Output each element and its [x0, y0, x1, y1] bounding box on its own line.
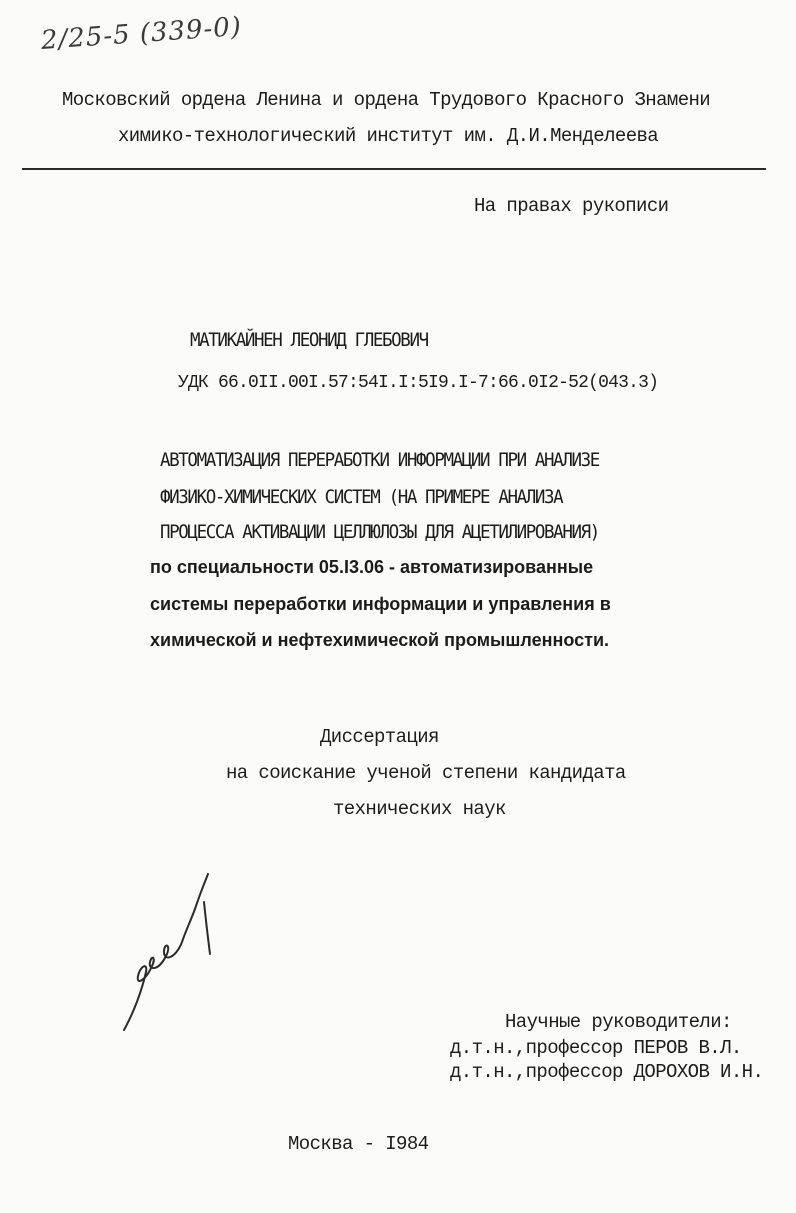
specialty-line-1: по специальности 05.I3.06 - автоматизированные — [150, 557, 594, 577]
city-year: Москва - I984 — [288, 1133, 429, 1155]
advisors-heading: Научные руководители: — [505, 1011, 732, 1033]
manuscript-rights-note: На правах рукописи — [474, 195, 669, 217]
advisor-dorokhov: д.т.н.,профессор ДОРОХОВ И.Н. — [450, 1061, 764, 1083]
handwritten-archive-note: 2/25-5 (339-0) — [40, 11, 243, 56]
advisor-perov: д.т.н.,профессор ПЕРОВ В.Л. — [450, 1037, 742, 1059]
handwritten-signature — [112, 862, 232, 1042]
specialty-line-2: системы переработки информации и управления в — [150, 594, 611, 614]
title-line-1: АВТОМАТИЗАЦИЯ ПЕРЕРАБОТКИ ИНФОРМАЦИИ ПРИ АНАЛИЗЕ — [160, 449, 599, 471]
header-divider — [22, 168, 766, 170]
degree-line-2: на соискание ученой степени кандидата — [226, 762, 626, 784]
institute-line-1: Московский ордена Ленина и ордена Трудового Красного Знамени — [62, 89, 711, 111]
institute-line-2: химико-технологический институт им. Д.И.Менделеева — [118, 125, 659, 147]
udc-code: УДК 66.0II.00I.57:54I.I:5I9.I-7:66.0I2-52(043.3) — [178, 373, 659, 393]
degree-type: Диссертация — [320, 726, 439, 748]
author-name: МАТИКАЙНЕН ЛЕОНИД ГЛЕБОВИЧ — [190, 329, 428, 351]
specialty-line-3: химической и нефтехимической промышленности. — [150, 630, 610, 650]
title-line-3: ПРОЦЕССА АКТИВАЦИИ ЦЕЛЛЮЛОЗЫ ДЛЯ АЦЕТИЛИРОВАНИЯ) — [160, 521, 599, 543]
degree-line-3: технических наук — [333, 798, 506, 820]
title-line-2: ФИЗИКО-ХИМИЧЕСКИХ СИСТЕМ (НА ПРИМЕРЕ АНАЛИЗА — [160, 486, 563, 508]
